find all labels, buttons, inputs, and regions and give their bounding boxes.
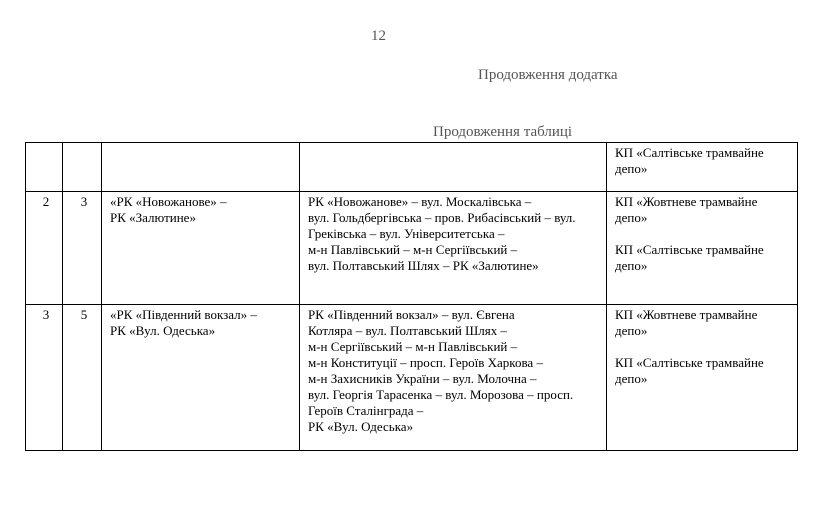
operator-line: КП «Салтівське трамвайне xyxy=(615,242,764,257)
operator-line: депо» xyxy=(615,210,648,225)
route-name-cell xyxy=(102,305,300,451)
operator-line: КП «Салтівське трамвайне xyxy=(615,145,764,160)
route-name-line: РК «Вул. Одеська» xyxy=(110,323,216,338)
row-number-cell xyxy=(26,143,63,192)
route-path-cell xyxy=(300,143,607,192)
route-name-line: РК «Залютине» xyxy=(110,210,196,225)
route-name-line: «РК «Новожанове» – xyxy=(110,194,227,209)
route-path-line: РК «Південний вокзал» – вул. Євгена xyxy=(308,307,515,322)
operator-line: депо» xyxy=(615,161,648,176)
route-path-line: РК «Вул. Одеська» xyxy=(308,419,414,434)
operator-line: депо» xyxy=(615,323,648,338)
route-path-line: вул. Полтавський Шлях – РК «Залютине» xyxy=(308,258,539,273)
table-row xyxy=(26,143,798,192)
operator-cell xyxy=(607,143,798,192)
operator-line: КП «Жовтневе трамвайне xyxy=(615,307,758,322)
route-path-line: РК «Новожанове» – вул. Москалівська – xyxy=(308,194,532,209)
operator-line: депо» xyxy=(615,371,648,386)
route-path-line: м-н Сергіївський – м-н Павлівський – xyxy=(308,339,518,354)
route-name-cell xyxy=(102,143,300,192)
operator-cell xyxy=(607,305,798,451)
route-path-line: м-н Конституції – просп. Героїв Харкова – xyxy=(308,355,543,370)
table-row xyxy=(26,192,798,305)
route-name-line: «РК «Південний вокзал» – xyxy=(110,307,257,322)
operator-line: КП «Жовтневе трамвайне xyxy=(615,194,758,209)
operator-cell xyxy=(607,192,798,305)
route-path-line: Котляра – вул. Полтавський Шлях – xyxy=(308,323,507,338)
operator-line: депо» xyxy=(615,258,648,273)
route-path-line: Греківська – вул. Університетська – xyxy=(308,226,505,241)
route-path-cell xyxy=(300,192,607,305)
route-path-line: вул. Гольдбергівська – пров. Рибасівський – вул. xyxy=(308,210,576,225)
route-path-cell xyxy=(300,305,607,451)
route-path-line: м-н Павлівський – м-н Сергіївський – xyxy=(308,242,518,257)
route-number-cell: 5 xyxy=(63,305,102,451)
operator-line: КП «Салтівське трамвайне xyxy=(615,355,764,370)
page-number: 12 xyxy=(371,28,386,44)
table-continuation-heading: Продовження таблиці xyxy=(433,124,573,140)
table-row xyxy=(26,305,798,451)
route-path-line: вул. Георгія Тарасенка – вул. Морозова – просп. xyxy=(308,387,574,402)
appendix-continuation-heading: Продовження додатка xyxy=(478,67,618,83)
row-number-cell: 3 xyxy=(26,305,63,451)
route-path-line: м-н Захисників України – вул. Молочна – xyxy=(308,371,537,386)
row-number-cell: 2 xyxy=(26,192,63,305)
route-number-cell xyxy=(63,143,102,192)
route-path-line: Героїв Сталінграда – xyxy=(308,403,424,418)
routes-table xyxy=(25,142,798,451)
route-name-cell xyxy=(102,192,300,305)
route-number-cell: 3 xyxy=(63,192,102,305)
